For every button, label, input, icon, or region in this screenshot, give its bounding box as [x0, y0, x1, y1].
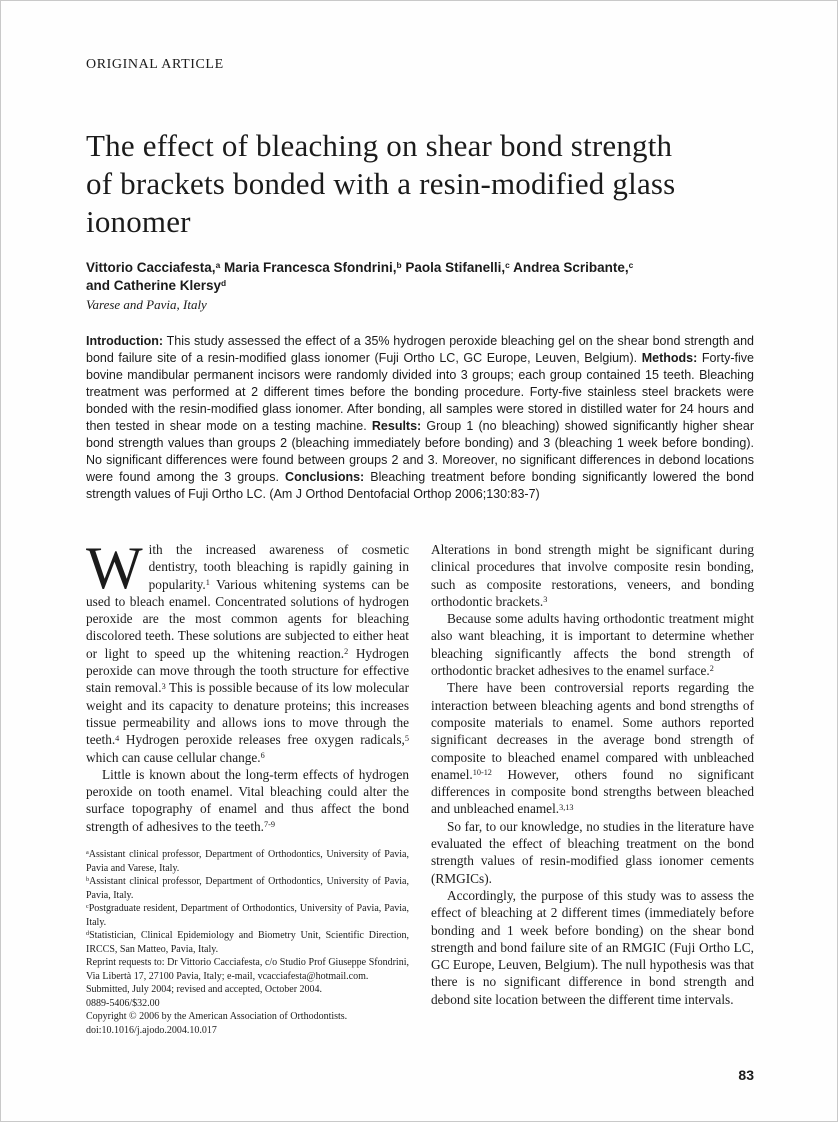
- footnote-reprint-requests: Reprint requests to: Dr Vittorio Cacciafesta, c/o Studio Prof Giuseppe Sfondrini, Via Libertà 17, 27100 Pavia, Italy; e-mail, vcacciafesta@hotmail.com.: [86, 957, 409, 982]
- page-number: 83: [738, 1067, 754, 1083]
- authors-line: Vittorio Cacciafesta,$^a$ Maria Francesca Sfondrini,$^b$ Paola Stifanelli,$^c$ Andrea Scribante,$^c$ and Catherine Klersy$^d$: [86, 260, 634, 293]
- drop-cap: W: [86, 535, 143, 601]
- affiliation-line: Varese and Pavia, Italy: [86, 297, 207, 312]
- footnote-affiliation-a: $^a$Assistant clinical professor, Department of Orthodontics, University of Pavia, Pavia and Varese, Italy.: [86, 849, 409, 874]
- footnote-doi: doi:10.1016/j.ajodo.2004.10.017: [86, 1024, 217, 1036]
- footnote-affiliation-d: $^d$Statistician, Clinical Epidemiology and Biometry Unit, Scientific Direction, IRCCS, San Matteo, Pavia, Italy.: [86, 930, 409, 955]
- footnote-copyright: Copyright © 2006 by the American Association of Orthodontists.: [86, 1011, 348, 1023]
- body-paragraph: Little is known about the long-term effects of hydrogen peroxide on tooth enamel. Vital bleaching could alter the surface topography of enamel and thus affect the bond strength of adhesives to the teeth.$^{7-9}$: [86, 766, 409, 834]
- footnote-issn-price: 0889-5406/$32.00: [86, 997, 160, 1009]
- article-title: The effect of bleaching on shear bond strength of brackets bonded with a resin-modified glass ionomer: [86, 128, 676, 239]
- footnotes-block: [86, 848, 409, 1037]
- footnote-affiliation-b: $^b$Assistant clinical professor, Department of Orthodontics, University of Pavia, Pavia, Italy.: [86, 876, 409, 901]
- footnote-submission-dates: Submitted, July 2004; revised and accepted, October 2004.: [86, 984, 323, 996]
- article-type-label: ORIGINAL ARTICLE: [86, 57, 224, 72]
- left-column: [86, 535, 410, 1037]
- paragraph-text: ith the increased awareness of cosmetic dentistry, tooth bleaching is rapidly gaining in popularity.$^1$ Various whitening systems can be used to bleach enamel. Concentrated solutions of hydrogen peroxide are the most common agents for bleaching discolored teeth. These solutions are subjected to either heat or light to speed up the whitening reaction.$^2$ Hydrogen peroxide can move through the tooth structure for effective stain removal.$^3$ This is possible because of its low molecular weight and its capacity to denature proteins; this increases tissue permeability and allows ions to move through the teeth.$^4$ Hydrogen peroxide releases free oxygen radicals,$^5$ which can cause cellular change.$^6$: [86, 542, 410, 765]
- body-paragraph: [86, 535, 410, 766]
- body-paragraph: So far, to our knowledge, no studies in the literature have evaluated the effect of bleaching treatment on the bond strength values of resin-modified glass ionomer cements (RMGICs).: [431, 818, 754, 886]
- body-paragraph: Alterations in bond strength might be significant during clinical procedures that involve composite resin bonding, such as composite restorations, veneers, and bonding orthodontic brackets.$^3$: [431, 542, 754, 609]
- body-paragraph: There have been controversial reports regarding the interaction between bleaching agents and bond strengths of composite materials to enamel. Some authors reported significant decreases in the average bond strength of composite to bleached enamel compared with unbleached enamel.$^{10-12}$ However, others found no significant differences in composite bond strengths between bleached and unbleached enamel.$^{3,13}$: [431, 680, 754, 817]
- body-paragraph: Because some adults having orthodontic treatment might also want bleaching, it is important to determine whether bleaching significantly affects the bond strength of orthodontic bracket adhesives to the enamel surface.$^2$: [431, 611, 754, 679]
- abstract: Introduction: This study assessed the effect of a 35% hydrogen peroxide bleaching gel on the shear bond strength and bond failure site of a resin-modified glass ionomer (Fuji Ortho LC, GC Europe, Leuven, Belgium). Methods: Forty-five bovine mandibular permanent incisors were randomly divided into 3 groups; each group contained 15 teeth. Bleaching treatment was performed at 2 different times before the bonding procedure. Forty-five stainless steel brackets were bonded with the resin-modified glass ionomer. After bonding, all samples were stored in distilled water for 24 hours and then tested in shear mode on a testing machine. Results: Group 1 (no bleaching) showed significantly higher shear bond strength values than groups 2 (bleaching immediately before bonding) and 3 (bleaching 1 week before bonding). No significant differences were found between groups 2 and 3. Moreover, no significant differences in debond locations were found among the 3 groups. Conclusions: Bleaching treatment before bonding significantly lowered the bond strength values of Fuji Ortho LC. (Am J Orthod Dentofacial Orthop 2006;130:83-7): [86, 334, 754, 501]
- right-column: [431, 541, 754, 1037]
- body-columns: [86, 535, 754, 1037]
- body-paragraph: Accordingly, the purpose of this study was to assess the effect of bleaching at 2 different times (immediately before bonding and 1 week before bonding) on the shear bond strength and bond failure site of an RMGIC (Fuji Ortho LC, GC Europe, Leuven, Belgium). The null hypothesis was that there is no significant difference in bond strength and debond site location between the different time intervals.: [431, 887, 754, 1007]
- footnote-affiliation-c: $^c$Postgraduate resident, Department of Orthodontics, University of Pavia, Pavia, Italy.: [86, 903, 409, 928]
